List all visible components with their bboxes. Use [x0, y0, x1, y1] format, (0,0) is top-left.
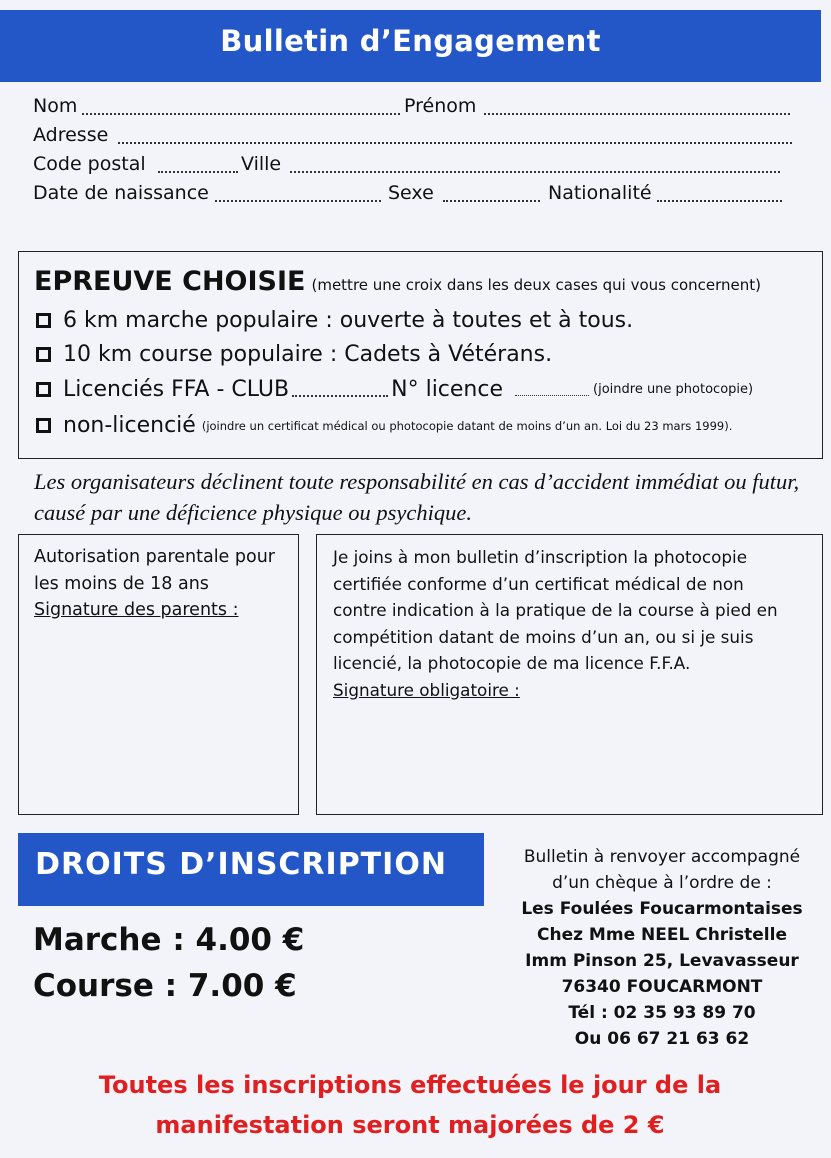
option-non-licencie[interactable] [36, 413, 732, 438]
option-licencies-label: Licenciés FFA - CLUB [63, 377, 290, 402]
address-line: d’un chèque à l’ordre de : [552, 873, 772, 893]
address-line: 76340 FOUCARMONT [561, 977, 763, 997]
nom-label: Nom [33, 95, 78, 117]
address-line: Imm Pinson 25, Levavasseur [525, 951, 799, 971]
warning-line: Toutes les inscriptions effectuées le jour de la [98, 1071, 722, 1099]
page-title: Bulletin d’Engagement [220, 24, 601, 58]
certificate-signature-label: Signature obligatoire : [333, 679, 520, 700]
checkbox-marche[interactable] [36, 313, 51, 328]
parental-text [34, 544, 275, 624]
licence-number-label: N° licence [391, 377, 504, 402]
parental-line: les moins de 18 ans [34, 573, 209, 594]
epreuve-heading [34, 266, 761, 297]
option-course-label: 10 km course populaire : Cadets à Vétérans. [63, 342, 553, 367]
nationalite-label: Nationalité [548, 182, 652, 204]
certificate-text [333, 544, 778, 703]
disclaimer-text: Les organisateurs déclinent toute responsabilité en cas d’accident immédiat ou futur, causé par une déficience physique ou psychique. [34, 469, 800, 525]
certificate-line: contre indication à la pratique de la course à pied en [333, 600, 778, 620]
address-line: Bulletin à renvoyer accompagné [523, 847, 801, 867]
prenom-label: Prénom [404, 95, 477, 117]
option-licencies[interactable] [36, 377, 753, 402]
nationalite-field[interactable] [657, 200, 782, 202]
epreuve-title: EPREUVE CHOISIE [34, 266, 306, 297]
parental-line: Autorisation parentale pour [34, 547, 275, 567]
price-course: Course : 7.00 € [33, 968, 297, 1004]
late-registration-warning [40, 1065, 780, 1145]
ville-field[interactable] [290, 171, 780, 173]
return-address [496, 844, 828, 1052]
parental-signature-label: Signature des parents : [34, 600, 239, 620]
address-line: Chez Mme NEEL Christelle [537, 925, 787, 945]
checkbox-licencies[interactable] [36, 382, 51, 397]
nom-field[interactable] [82, 113, 400, 115]
address-phone: Tél : 02 35 93 89 70 [568, 1003, 756, 1023]
licence-number-field[interactable] [515, 395, 589, 396]
code-postal-label: Code postal [33, 153, 146, 175]
licence-note: (joindre une photocopie) [593, 382, 754, 397]
warning-line: manifestation seront majorées de 2 € [155, 1111, 665, 1139]
adresse-field[interactable] [118, 142, 792, 144]
option-marche-label: 6 km marche populaire : ouverte à toutes et à tous. [63, 308, 634, 333]
club-field[interactable] [292, 395, 388, 397]
adresse-label: Adresse [33, 124, 109, 146]
ville-label: Ville [241, 153, 282, 175]
certificate-line: Je joins à mon bulletin d’inscription la photocopie [333, 547, 748, 567]
non-licencie-note: (joindre un certificat médical ou photocopie datant de moins d’un an. Loi du 23 mars 1999). [201, 418, 733, 433]
sexe-label: Sexe [388, 182, 434, 204]
droits-title: DROITS D’INSCRIPTION [35, 847, 447, 882]
certificate-line: compétition datant de moins d’un an, ou si je suis [333, 626, 754, 647]
checkbox-non-licencie[interactable] [36, 418, 51, 433]
prenom-field[interactable] [484, 113, 790, 115]
checkbox-course[interactable] [36, 347, 51, 362]
option-marche[interactable] [36, 308, 633, 333]
address-line: Les Foulées Foucarmontaises [521, 899, 803, 919]
epreuve-instruction: (mettre une croix dans les deux cases qui vous concernent) [311, 276, 762, 294]
code-postal-field[interactable] [158, 171, 238, 173]
option-non-licencie-label: non-licencié [63, 413, 196, 438]
date-naissance-label: Date de naissance [33, 182, 209, 204]
price-marche: Marche : 4.00 € [33, 922, 305, 958]
sexe-field[interactable] [443, 200, 540, 202]
date-naissance-field[interactable] [215, 200, 381, 202]
option-course[interactable] [36, 342, 552, 367]
address-phone: Ou 06 67 21 63 62 [574, 1029, 750, 1049]
certificate-line: certifiée conforme d’un certificat médical de non [333, 573, 744, 594]
certificate-line: licencié, la photocopie de ma licence F.F.A. [333, 653, 691, 673]
